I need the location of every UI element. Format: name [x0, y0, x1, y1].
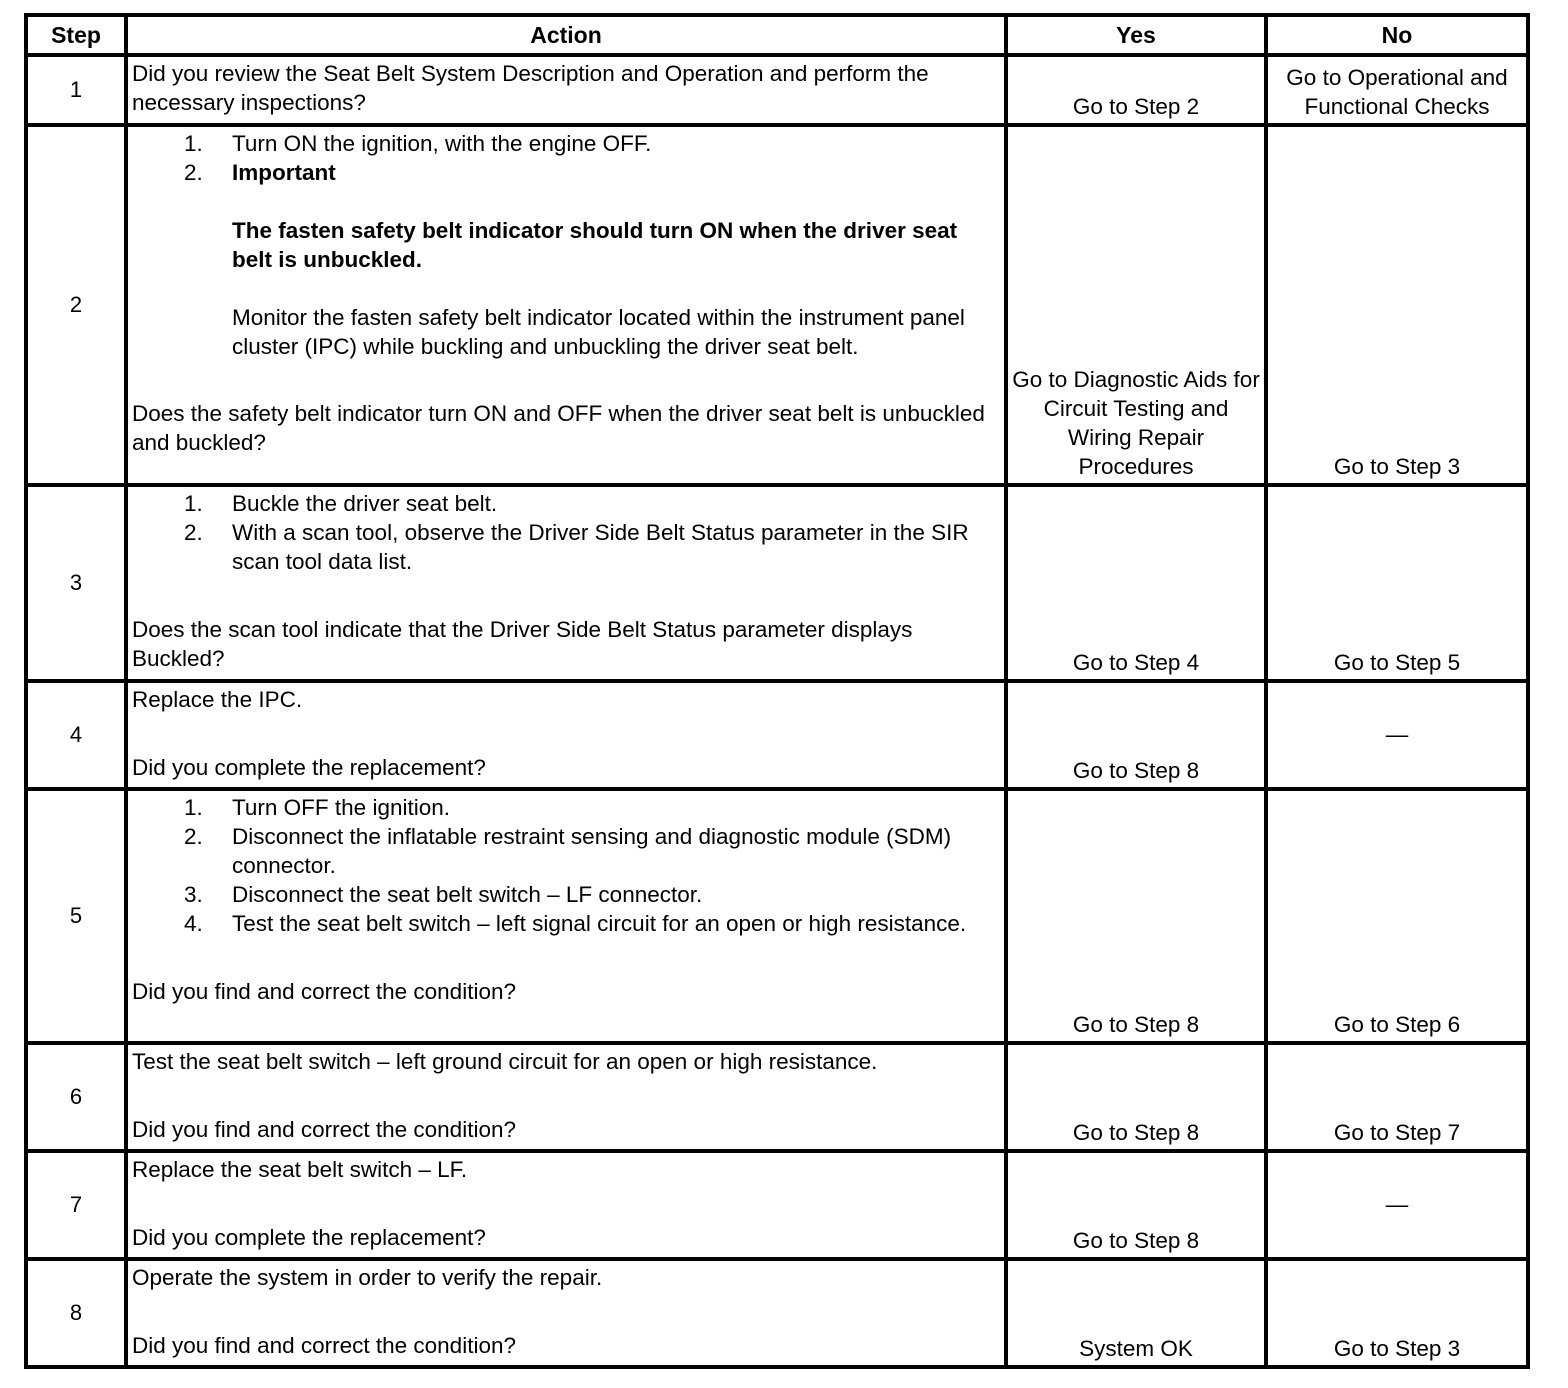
- action-cell: [126, 1259, 1006, 1367]
- step-number: 7: [26, 1151, 126, 1259]
- important-title: Important: [232, 160, 336, 185]
- table-row: [26, 1043, 1528, 1151]
- step-number: 1: [26, 55, 126, 125]
- list-item: [184, 909, 1000, 938]
- item-text: Test the seat belt switch – left signal circuit for an open or high resistance.: [232, 911, 967, 936]
- list-item: [184, 129, 1000, 158]
- yes-cell: Go to Step 2: [1006, 55, 1266, 125]
- list-item: [184, 880, 1000, 909]
- yes-cell: Go to Step 8: [1006, 1151, 1266, 1259]
- item-number: 1.: [184, 131, 203, 156]
- item-number: 1.: [184, 795, 203, 820]
- yes-cell: Go to Step 4: [1006, 485, 1266, 681]
- action-cell: [126, 1151, 1006, 1259]
- action-cell: [126, 681, 1006, 789]
- table-row: [26, 55, 1528, 125]
- no-cell: Go to Operational and Functional Checks: [1266, 55, 1528, 125]
- item-text: Turn ON the ignition, with the engine OFF.: [232, 131, 652, 156]
- yes-cell: System OK: [1006, 1259, 1266, 1367]
- item-number: 1.: [184, 491, 203, 516]
- table-row: [26, 681, 1528, 789]
- list-item: [184, 489, 1000, 518]
- step-number: 8: [26, 1259, 126, 1367]
- question-text: Does the scan tool indicate that the Driver Side Belt Status parameter displays Buckled?: [132, 617, 913, 671]
- item-text: Disconnect the seat belt switch – LF connector.: [232, 882, 703, 907]
- no-cell: Go to Step 3: [1266, 1259, 1528, 1367]
- diagnostic-table: [24, 13, 1530, 1369]
- yes-cell: Go to Diagnostic Aids for Circuit Testing and Wiring Repair Procedures: [1006, 125, 1266, 485]
- action-text: Did you review the Seat Belt System Description and Operation and perform the necessary inspections?: [132, 61, 929, 115]
- no-cell: Go to Step 3: [1266, 125, 1528, 485]
- yes-cell: Go to Step 8: [1006, 1043, 1266, 1151]
- action-text: Test the seat belt switch – left ground circuit for an open or high resistance.: [132, 1049, 878, 1074]
- step-list: [132, 129, 1000, 361]
- table-row: [26, 1259, 1528, 1367]
- no-cell: Go to Step 5: [1266, 485, 1528, 681]
- question-text: Did you find and correct the condition?: [132, 979, 516, 1004]
- list-item: [184, 158, 1000, 361]
- action-cell: [126, 1043, 1006, 1151]
- header-row: [26, 15, 1528, 55]
- action-text: Operate the system in order to verify the repair.: [132, 1265, 603, 1290]
- action-text: Replace the IPC.: [132, 687, 303, 712]
- header-action: Action: [126, 15, 1006, 55]
- item-number: 2.: [184, 520, 203, 545]
- item-text: Buckle the driver seat belt.: [232, 491, 498, 516]
- question-text: Did you complete the replacement?: [132, 1225, 486, 1250]
- item-number: 4.: [184, 911, 203, 936]
- item-text: With a scan tool, observe the Driver Side Belt Status parameter in the SIR scan tool data list.: [232, 520, 969, 574]
- step-list: [132, 489, 1000, 576]
- action-cell: [126, 485, 1006, 681]
- yes-cell: Go to Step 8: [1006, 789, 1266, 1043]
- item-number: 2.: [184, 824, 203, 849]
- item-text: Turn OFF the ignition.: [232, 795, 451, 820]
- step-list: [132, 793, 1000, 938]
- action-text: Replace the seat belt switch – LF.: [132, 1157, 468, 1182]
- step-number: 2: [26, 125, 126, 485]
- table-row: [26, 1151, 1528, 1259]
- question-text: Does the safety belt indicator turn ON and OFF when the driver seat belt is unbuckled and buckled?: [132, 401, 985, 455]
- step-number: 5: [26, 789, 126, 1043]
- question-text: Did you find and correct the condition?: [132, 1333, 516, 1358]
- action-cell: [126, 55, 1006, 125]
- header-no: No: [1266, 15, 1528, 55]
- important-note: The fasten safety belt indicator should turn ON when the driver seat belt is unbuckled.: [232, 218, 958, 272]
- no-cell: —: [1266, 1151, 1528, 1259]
- step-number: 3: [26, 485, 126, 681]
- header-step: Step: [26, 15, 126, 55]
- list-item: [184, 822, 1000, 880]
- table-row: [26, 485, 1528, 681]
- list-item: [184, 518, 1000, 576]
- no-cell: Go to Step 7: [1266, 1043, 1528, 1151]
- item-number: 2.: [184, 160, 203, 185]
- action-cell: [126, 789, 1006, 1043]
- step-number: 4: [26, 681, 126, 789]
- no-cell: Go to Step 6: [1266, 789, 1528, 1043]
- question-text: Did you find and correct the condition?: [132, 1117, 516, 1142]
- no-cell: —: [1266, 681, 1528, 789]
- action-cell: [126, 125, 1006, 485]
- header-yes: Yes: [1006, 15, 1266, 55]
- step-number: 6: [26, 1043, 126, 1151]
- item-number: 3.: [184, 882, 203, 907]
- item-text: Monitor the fasten safety belt indicator located within the instrument panel cluster (IPC) while buckling and unbuckling the driver seat belt.: [232, 305, 965, 359]
- yes-cell: Go to Step 8: [1006, 681, 1266, 789]
- item-text: Disconnect the inflatable restraint sensing and diagnostic module (SDM) connector.: [232, 824, 952, 878]
- question-text: Did you complete the replacement?: [132, 755, 486, 780]
- table-row: [26, 789, 1528, 1043]
- list-item: [184, 793, 1000, 822]
- table-row: [26, 125, 1528, 485]
